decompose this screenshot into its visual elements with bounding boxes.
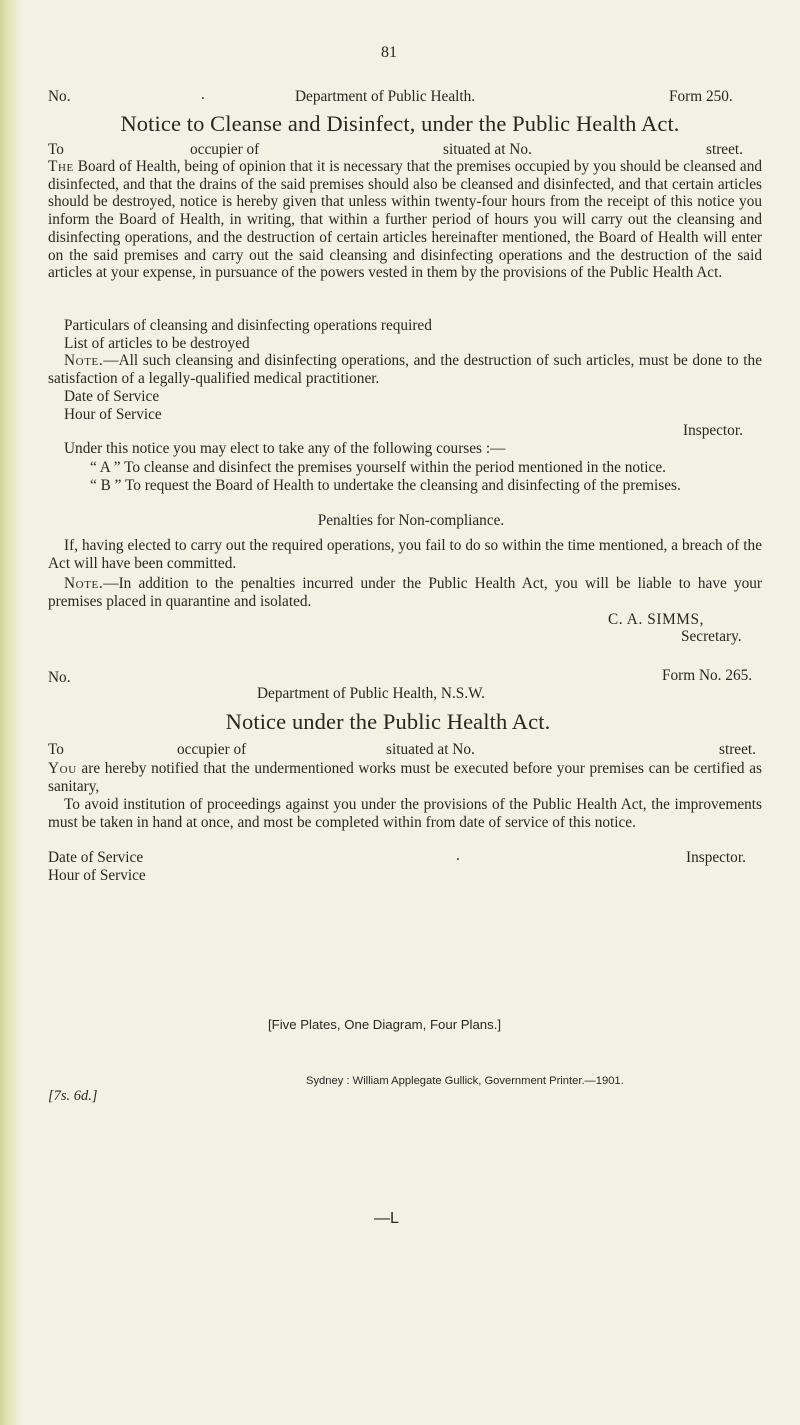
form250-department: Department of Public Health. xyxy=(295,88,476,105)
printer-imprint: Sydney : William Applegate Gullick, Government Printer.—1901. xyxy=(306,1075,624,1087)
form265-body-lead: You xyxy=(48,760,77,777)
page-number: 81 xyxy=(381,44,397,61)
form265-no-label: No. xyxy=(48,669,71,686)
plates-note: [Five Plates, One Diagram, Four Plans.] xyxy=(268,1017,502,1032)
form250-situated-label: situated at No. xyxy=(443,141,532,158)
form250-note1-lead: Note. xyxy=(64,352,104,369)
form250-note2 xyxy=(48,575,762,610)
form250-street-label: street. xyxy=(706,141,743,158)
form265-body-paragraph xyxy=(48,760,762,795)
price: [7s. 6d.] xyxy=(48,1088,98,1104)
form265-body-text: are hereby notified that the undermentioned works must be executed before your premises can be certified as sanitary, xyxy=(48,760,762,795)
form265-body-paragraph-2: To avoid institution of proceedings against you under the provisions of the Public Health Act, the improvements must be taken in hand at once, and most be completed within from date of service of this notice. xyxy=(48,796,762,831)
form265-dot: . xyxy=(456,847,460,864)
form250-note2-lead: Note. xyxy=(64,575,104,592)
form250-inspector-label: Inspector. xyxy=(683,422,743,439)
form265-inspector-label: Inspector. xyxy=(686,849,746,866)
form250-body-text: Board of Health, being of opinion that it is necessary that the premises occupied by you should be cleansed and disinfected, and that the drains of the said premises should also be cleansed and disinfected, and that certain articles should be destroyed, notice is hereby given that unless within twenty-four hours from the receipt of this notice you inform the Board of Health, in writing, that within a further period of hours you will carry out the cleansing and disinfecting operations, and the destruction of certain articles hereinafter mentioned, the Board of Health will enter on the said premises and carry out the said cleansing and disinfecting operations and the destruction of the said articles at your expense, in pursuance of the powers vested in them by the provisions of the Public Health Act. xyxy=(48,158,762,282)
form250-penalties-heading: Penalties for Non-compliance. xyxy=(317,512,505,529)
form250-dot: . xyxy=(201,86,205,103)
form265-situated-label: situated at No. xyxy=(386,741,475,758)
form250-form-number: Form 250. xyxy=(669,88,733,105)
form250-date-of-service: Date of Service xyxy=(64,388,160,405)
form265-form-number: Form No. 265. xyxy=(662,667,753,684)
form265-to-label: To xyxy=(48,741,64,758)
form250-particulars-line: Particulars of cleansing and disinfecting operations required xyxy=(64,317,432,334)
form250-note2-text: —In addition to the penalties incurred under the Public Health Act, you will be liable to have your premises placed in quarantine and isolated. xyxy=(48,575,762,610)
form250-penalties-text: If, having elected to carry out the required operations, you fail to do so within the time mentioned, a breach of the Act will have been committed. xyxy=(48,537,762,572)
signature-mark: —L xyxy=(374,1210,399,1227)
form250-to-label: To xyxy=(48,141,64,158)
form250-title: Notice to Cleanse and Disinfect, under the Public Health Act. xyxy=(120,111,680,136)
form250-body-paragraph xyxy=(48,158,762,282)
form250-course-a: “ A ” To cleanse and disinfect the premises yourself within the period mentioned in the notice. xyxy=(90,459,666,476)
form250-list-line: List of articles to be destroyed xyxy=(64,335,250,352)
form250-note1 xyxy=(48,352,762,387)
form250-hour-of-service: Hour of Service xyxy=(64,406,162,423)
form250-course-b-text: “ B ” To request the Board of Health to undertake the cleansing and disinfecting of the premises. xyxy=(90,477,681,494)
form250-no-label: No. xyxy=(48,88,71,105)
form250-signatory: C. A. SIMMS, xyxy=(608,611,705,628)
form250-occupier-label: occupier of xyxy=(190,141,260,158)
form265-street-label: street. xyxy=(719,741,756,758)
form250-signatory-title: Secretary. xyxy=(681,628,742,645)
form250-course-b xyxy=(90,477,762,495)
form265-title: Notice under the Public Health Act. xyxy=(225,709,551,734)
form250-note1-text: —All such cleansing and disinfecting operations, and the destruction of such articles, must be done to the satisfaction of a legally-qualified medical practitioner. xyxy=(48,352,762,387)
form250-courses-intro: Under this notice you may elect to take any of the following courses :— xyxy=(64,440,506,457)
form250-body-lead: The xyxy=(48,158,74,175)
form265-occupier-label: occupier of xyxy=(177,741,247,758)
form265-date-of-service: Date of Service xyxy=(48,849,144,866)
form265-department: Department of Public Health, N.S.W. xyxy=(257,685,485,702)
form265-hour-of-service: Hour of Service xyxy=(48,867,146,884)
